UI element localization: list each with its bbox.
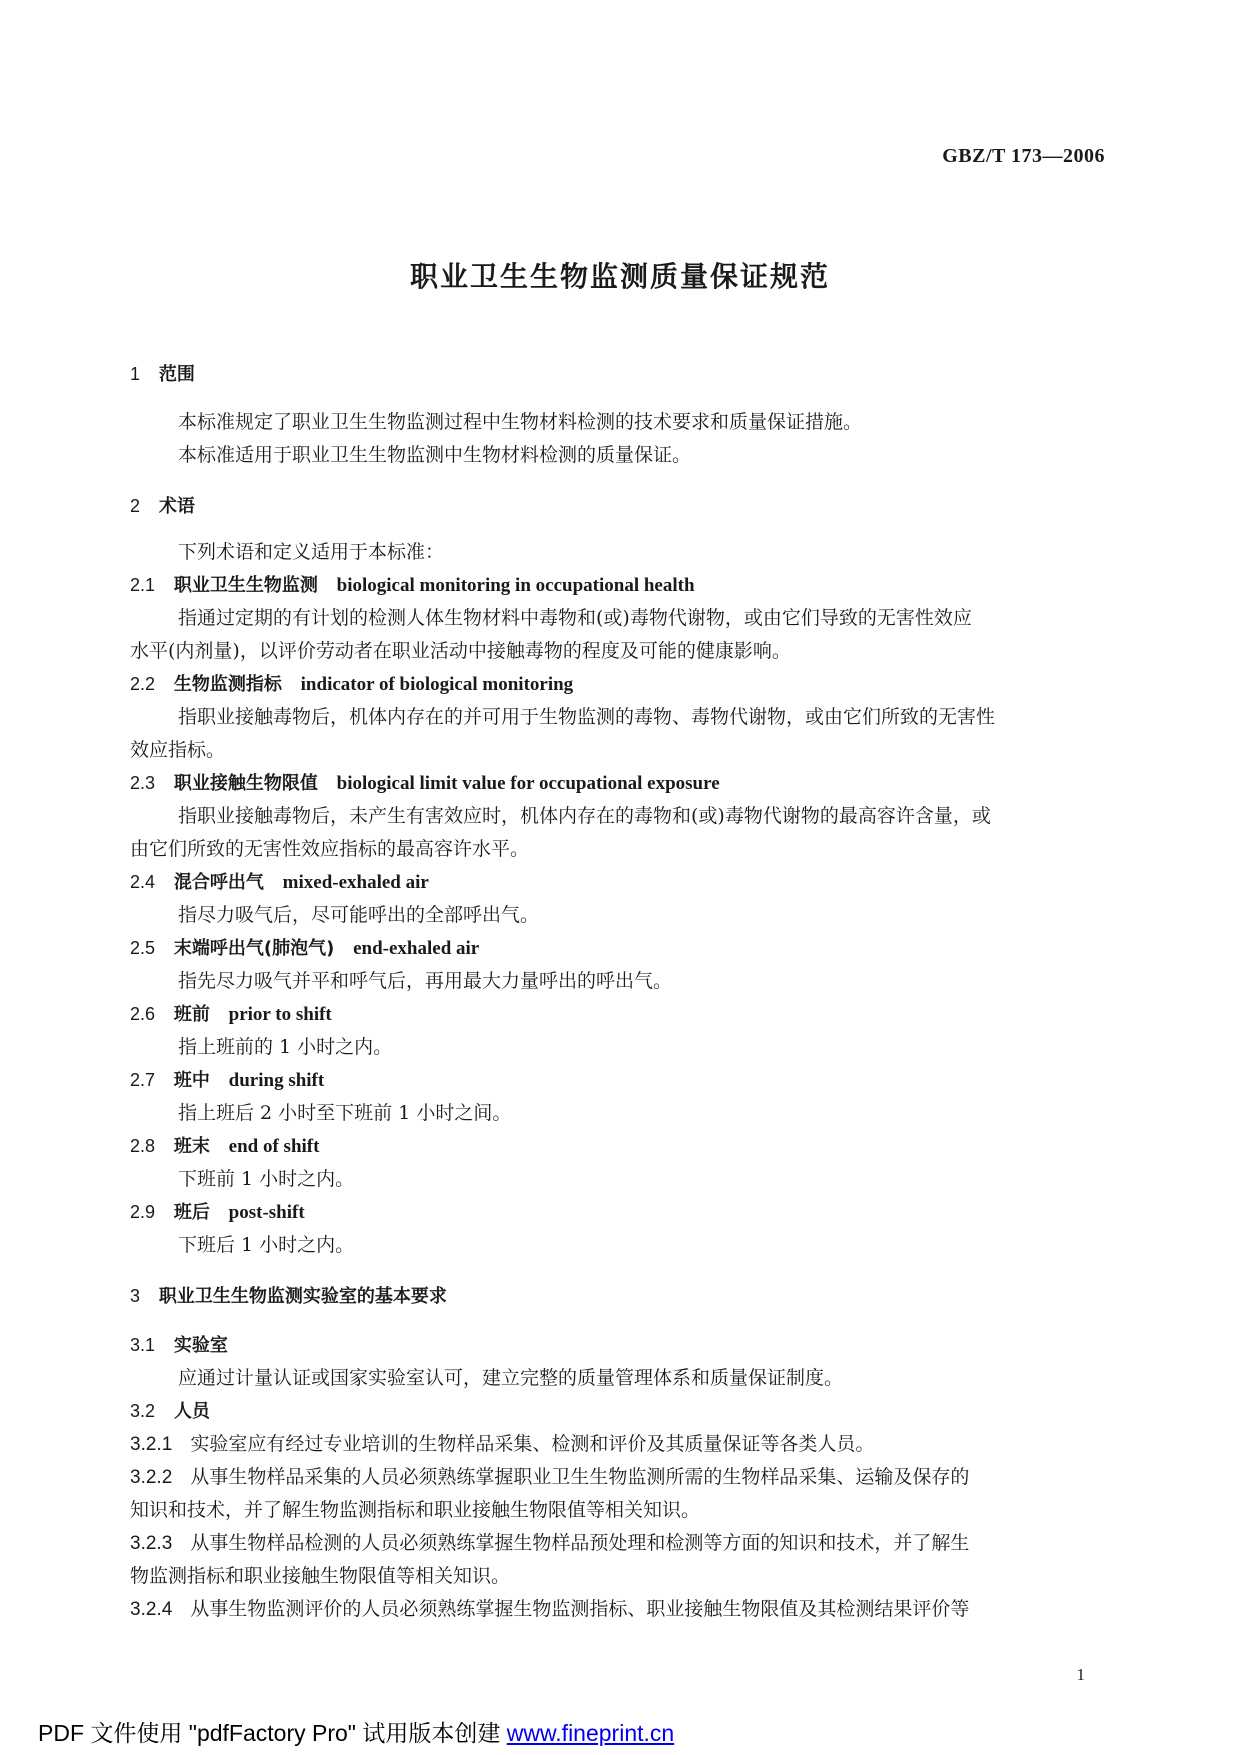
term-cn: 混合呼出气 bbox=[173, 872, 264, 893]
section-2-heading bbox=[130, 494, 195, 519]
section-title: 术语 bbox=[158, 496, 195, 517]
term-cn: 生物监测指标 bbox=[173, 674, 282, 695]
term-number: 2.1 bbox=[130, 575, 156, 595]
clause-text: 实验室应有经过专业培训的生物样品采集、检测和评价及其质量保证等各类人员。 bbox=[190, 1433, 875, 1455]
clause-number: 3.2.3 bbox=[130, 1533, 173, 1554]
clause-number: 3.2.4 bbox=[130, 1599, 173, 1620]
term-cn: 班后 bbox=[173, 1202, 210, 1223]
term-en: end-exhaled air bbox=[353, 938, 480, 959]
term-en: mixed-exhaled air bbox=[282, 872, 429, 893]
term-en: end of shift bbox=[228, 1136, 320, 1157]
definition: 水平(内剂量)，以评价劳动者在职业活动中接触毒物的程度及可能的健康影响。 bbox=[130, 640, 791, 662]
subsection-3-2 bbox=[130, 1399, 210, 1424]
term-number: 2.3 bbox=[130, 773, 156, 793]
term-en: biological limit value for occupational exposure bbox=[336, 773, 720, 794]
definition: 指职业接触毒物后，机体内存在的并可用于生物监测的毒物、毒物代谢物，或由它们所致的无害性 bbox=[178, 706, 996, 728]
term-2-7 bbox=[130, 1068, 324, 1093]
term-cn: 班前 bbox=[173, 1004, 210, 1025]
term-2-3 bbox=[130, 771, 720, 796]
term-cn: 班中 bbox=[173, 1070, 210, 1091]
definition: 指职业接触毒物后，未产生有害效应时，机体内存在的毒物和(或)毒物代谢物的最高容许含量，或 bbox=[178, 805, 991, 827]
standard-code: GBZ/T 173—2006 bbox=[942, 145, 1105, 167]
footer-link[interactable]: www.fineprint.cn bbox=[506, 1720, 675, 1746]
section-1-heading bbox=[130, 362, 195, 387]
section-number: 1 bbox=[130, 364, 141, 384]
clause-text: 从事生物监测评价的人员必须熟练掌握生物监测指标、职业接触生物限值及其检测结果评价等 bbox=[190, 1598, 970, 1620]
clause-number: 3.2.1 bbox=[130, 1434, 173, 1455]
definition: 指先尽力吸气并平和呼气后，再用最大力量呼出的呼出气。 bbox=[178, 970, 673, 992]
term-cn: 职业卫生生物监测 bbox=[173, 575, 318, 596]
definition: 指尽力吸气后，尽可能呼出的全部呼出气。 bbox=[178, 904, 540, 926]
section-title: 范围 bbox=[158, 364, 195, 385]
section-title: 职业卫生生物监测实验室的基本要求 bbox=[158, 1286, 447, 1307]
term-cn: 职业接触生物限值 bbox=[173, 773, 318, 794]
term-en: prior to shift bbox=[228, 1004, 332, 1025]
definition: 由它们所致的无害性效应指标的最高容许水平。 bbox=[130, 838, 530, 860]
definition: 效应指标。 bbox=[130, 739, 226, 761]
paragraph: 本标准适用于职业卫生生物监测中生物材料检测的质量保证。 bbox=[178, 444, 692, 466]
paragraph: 应通过计量认证或国家实验室认可，建立完整的质量管理体系和质量保证制度。 bbox=[178, 1367, 844, 1389]
page-number: 1 bbox=[1076, 1665, 1085, 1684]
term-en: during shift bbox=[228, 1070, 325, 1091]
clause-number: 3.2.2 bbox=[130, 1467, 173, 1488]
term-en: indicator of biological monitoring bbox=[300, 674, 574, 695]
definition: 指上班前的 1 小时之内。 bbox=[178, 1036, 393, 1058]
term-number: 2.7 bbox=[130, 1070, 156, 1090]
section-number: 2 bbox=[130, 496, 141, 516]
term-cn: 末端呼出气(肺泡气) bbox=[173, 938, 335, 959]
clause-text: 从事生物样品采集的人员必须熟练掌握职业卫生生物监测所需的生物样品采集、运输及保存的 bbox=[190, 1466, 970, 1488]
term-2-9 bbox=[130, 1200, 305, 1225]
term-2-4 bbox=[130, 870, 429, 895]
subsection-number: 3.2 bbox=[130, 1401, 156, 1421]
clause-3-2-4 bbox=[130, 1597, 969, 1622]
term-number: 2.8 bbox=[130, 1136, 156, 1156]
term-2-6 bbox=[130, 1002, 332, 1027]
clause-3-2-2 bbox=[130, 1465, 969, 1490]
definition: 下班后 1 小时之内。 bbox=[178, 1234, 355, 1256]
term-2-5 bbox=[130, 936, 479, 961]
document-title: 职业卫生生物监测质量保证规范 bbox=[409, 260, 830, 293]
clause-text-continued: 知识和技术，并了解生物监测指标和职业接触生物限值等相关知识。 bbox=[130, 1499, 701, 1521]
subsection-3-1 bbox=[130, 1333, 228, 1358]
term-2-2 bbox=[130, 672, 573, 697]
term-number: 2.6 bbox=[130, 1004, 156, 1024]
term-number: 2.9 bbox=[130, 1202, 156, 1222]
paragraph: 本标准规定了职业卫生生物监测过程中生物材料检测的技术要求和质量保证措施。 bbox=[178, 411, 863, 433]
section-number: 3 bbox=[130, 1286, 141, 1306]
term-number: 2.5 bbox=[130, 938, 156, 958]
definition: 指通过定期的有计划的检测人体生物材料中毒物和(或)毒物代谢物，或由它们导致的无害性效应 bbox=[178, 607, 972, 629]
subsection-title: 实验室 bbox=[173, 1335, 228, 1356]
clause-3-2-1 bbox=[130, 1432, 874, 1457]
term-number: 2.4 bbox=[130, 872, 156, 892]
definition: 下班前 1 小时之内。 bbox=[178, 1168, 355, 1190]
term-en: biological monitoring in occupational health bbox=[336, 575, 695, 596]
clause-text-continued: 物监测指标和职业接触生物限值等相关知识。 bbox=[130, 1565, 511, 1587]
paragraph: 下列术语和定义适用于本标准： bbox=[178, 541, 445, 563]
clause-3-2-3 bbox=[130, 1531, 969, 1556]
term-2-8 bbox=[130, 1134, 319, 1159]
subsection-title: 人员 bbox=[173, 1401, 210, 1422]
section-3-heading bbox=[130, 1284, 447, 1309]
footer-text: PDF 文件使用 "pdfFactory Pro" 试用版本创建 bbox=[38, 1720, 507, 1746]
pdf-footer bbox=[38, 1715, 674, 1748]
subsection-number: 3.1 bbox=[130, 1335, 156, 1355]
term-2-1 bbox=[130, 573, 695, 598]
term-number: 2.2 bbox=[130, 674, 156, 694]
term-cn: 班末 bbox=[173, 1136, 210, 1157]
definition: 指上班后 2 小时至下班前 1 小时之间。 bbox=[178, 1102, 512, 1124]
clause-text: 从事生物样品检测的人员必须熟练掌握生物样品预处理和检测等方面的知识和技术，并了解生 bbox=[190, 1532, 970, 1554]
term-en: post-shift bbox=[228, 1202, 305, 1223]
